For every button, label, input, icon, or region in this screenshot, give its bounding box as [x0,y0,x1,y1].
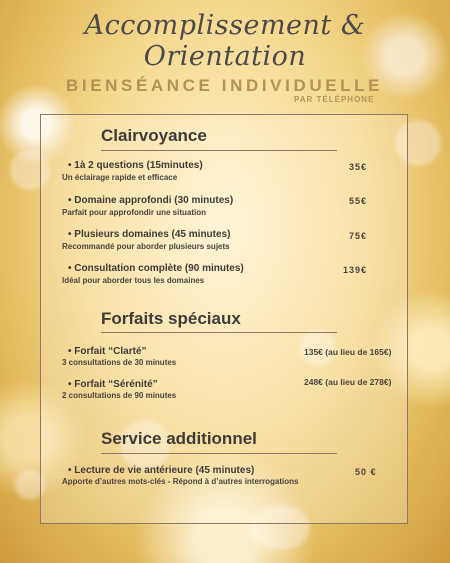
item-description: Apporte d’autres mots-clés - Répond à d’autres interrogations [62,477,299,486]
item-name: Lecture de vie antérieure (45 minutes) [74,465,255,476]
bullet: • [68,195,75,206]
item-name: Forfait “Sérénité” [74,379,158,390]
item-name: Domaine approfondi (30 minutes) [74,195,234,206]
item-description: 2 consultations de 90 minutes [62,391,177,400]
bullet: • [68,263,75,274]
section-divider [101,150,337,151]
item-description: 3 consultations de 30 minutes [62,358,177,367]
item-price: 75€ [349,231,368,241]
item-price: 135€ (au lieu de 165€) [304,347,392,357]
item-name: Plusieurs domaines (45 minutes) [74,229,231,240]
item-price: 139€ [343,265,368,275]
item-description: Recommandé pour aborder plusieurs sujets [62,242,230,251]
item-name: 1à 2 questions (15minutes) [74,160,203,171]
section-divider [101,332,337,333]
service-subtitle: BIENSÉANCE INDIVIDUELLE [66,76,384,95]
service-channel: PAR TÉLÉPHONE [294,95,375,104]
item-name: Forfait “Clarté” [74,346,147,357]
item-price: 248€ (au lieu de 278€) [304,377,392,387]
item-price: 35€ [349,162,368,172]
section-title-forfaits: Forfaits spéciaux [101,309,241,328]
bullet: • [68,160,75,171]
section-title-clairvoyance: Clairvoyance [101,126,207,145]
item-price: 50 € [355,467,377,477]
bullet: • [68,379,75,390]
item-description: Parfait pour approfondir une situation [62,208,206,217]
item-description: Idéal pour aborder tous les domaines [62,276,205,285]
section-title-service-additionnel: Service additionnel [101,429,257,448]
bullet: • [68,465,75,476]
bullet: • [68,229,75,240]
page-title: Accomplissement & Orientation [84,10,366,72]
item-description: Un éclairage rapide et efficace [62,173,178,182]
item-name: Consultation complète (90 minutes) [74,263,244,274]
item-price: 55€ [349,196,368,206]
section-divider [101,453,337,454]
bullet: • [68,346,75,357]
